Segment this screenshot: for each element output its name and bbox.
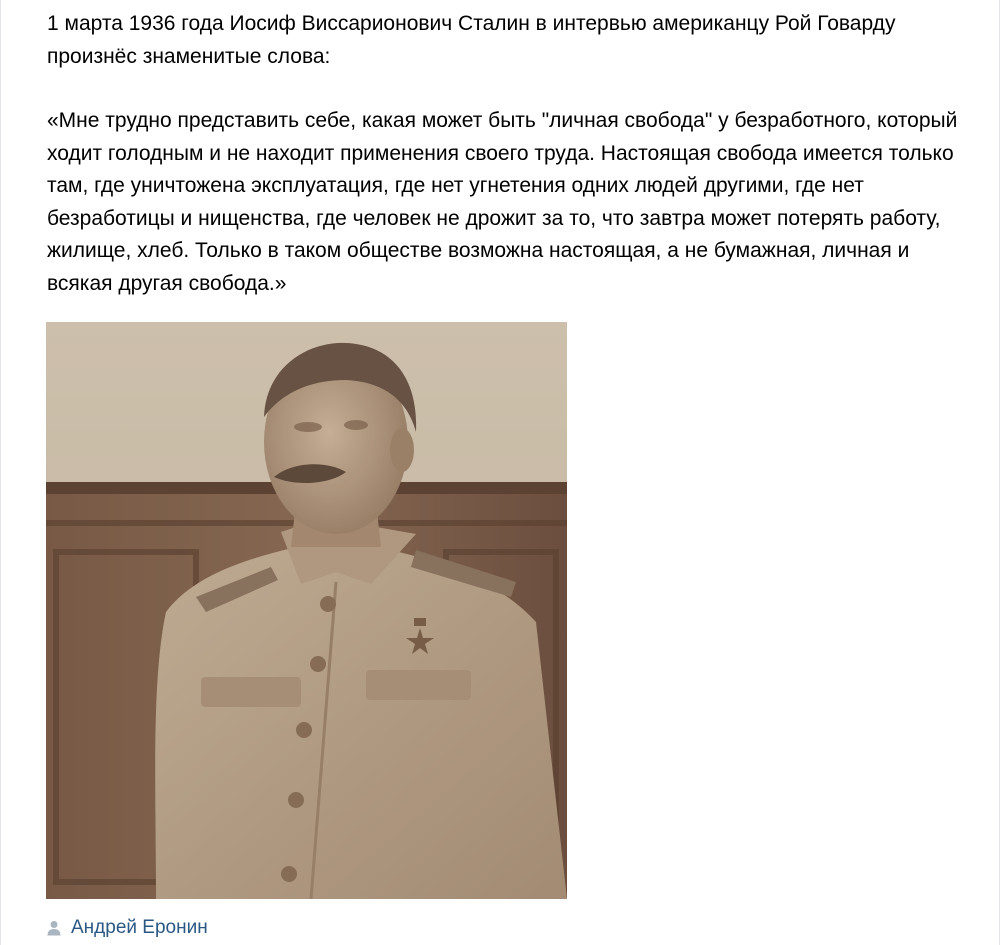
person-icon: [47, 920, 61, 936]
post-text: [47, 8, 977, 300]
author-name[interactable]: Андрей Еронин: [71, 917, 208, 938]
post-photo[interactable]: [46, 322, 567, 899]
portrait-image: [46, 322, 567, 899]
post-intro: 1 марта 1936 года Иосиф Виссарионович Сталин в интервью американцу Рой Говарду произнёс знаменитые слова:: [47, 12, 896, 68]
post-quote: «Мне трудно представить себе, какая может быть "личная свобода" у безработного, который ходит голодным и не находит применения своего труда. Настоящая свобода имеется только там, где уничтожена эксплуатация, где нет угнетения одних людей другими, где нет безработицы и нищенства, где человек не дрожит за то, что завтра может потерять работу, жилище, хлеб. Только в таком обществе возможна настоящая, а не бумажная, личная и всякая другая свобода.»: [47, 109, 958, 295]
author-link[interactable]: [47, 915, 208, 941]
